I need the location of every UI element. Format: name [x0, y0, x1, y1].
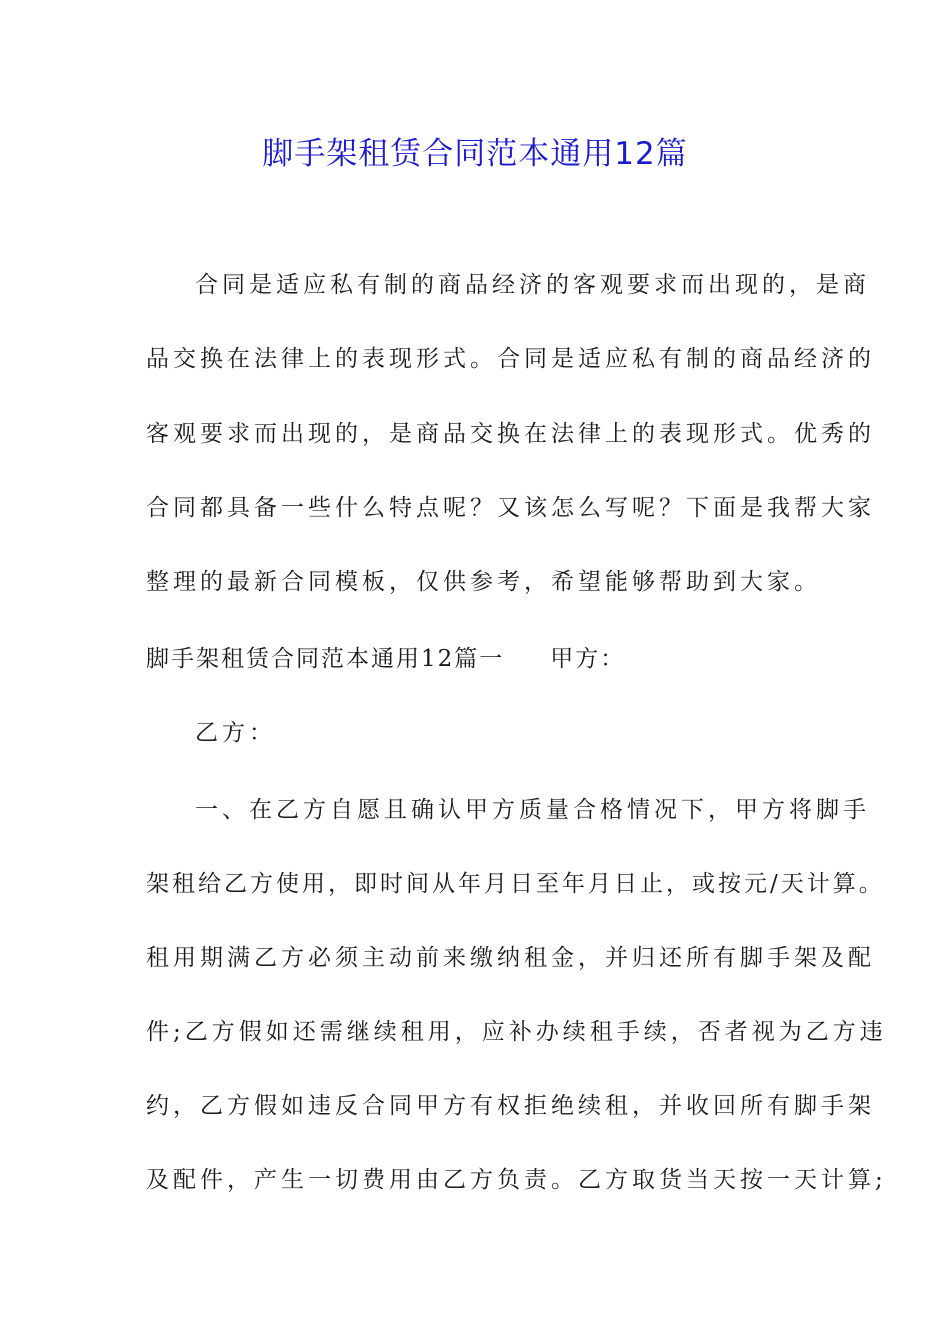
intro-line-3: 客观要求而出现的，是商品交换在法律上的表现形式。优秀的	[146, 421, 875, 447]
clause-line-6: 及配件，产生一切费用由乙方负责。乙方取货当天按一天计算;	[146, 1167, 887, 1193]
party-a-label: 甲方：	[550, 646, 626, 672]
clause-line-1: 一、在乙方自愿且确认甲方质量合格情况下，甲方将脚手	[195, 797, 870, 823]
section-heading-line	[146, 644, 625, 674]
clause-line-5: 约，乙方假如违反合同甲方有权拒绝续租，并收回所有脚手架	[146, 1093, 875, 1119]
intro-line-2: 品交换在法律上的表现形式。合同是适应私有制的商品经济的	[146, 346, 875, 372]
document-title: 脚手架租赁合同范本通用12篇	[262, 136, 688, 172]
intro-line-1: 合同是适应私有制的商品经济的客观要求而出现的，是商	[195, 272, 870, 298]
clause-line-3: 租用期满乙方必须主动前来缴纳租金，并归还所有脚手架及配	[146, 945, 875, 971]
section-heading: 脚手架租赁合同范本通用12篇一	[146, 646, 505, 672]
clause-line-4: 件;乙方假如还需继续租用，应补办续租手续，否者视为乙方违	[146, 1019, 887, 1045]
party-b-label: 乙方：	[195, 720, 276, 746]
intro-line-5: 整理的最新合同模板，仅供参考，希望能够帮助到大家。	[146, 569, 821, 595]
intro-line-4: 合同都具备一些什么特点呢？又该怎么写呢？下面是我帮大家	[146, 495, 875, 521]
clause-line-2: 架租给乙方使用，即时间从年月日至年月日止，或按元/天计算。	[146, 871, 885, 897]
